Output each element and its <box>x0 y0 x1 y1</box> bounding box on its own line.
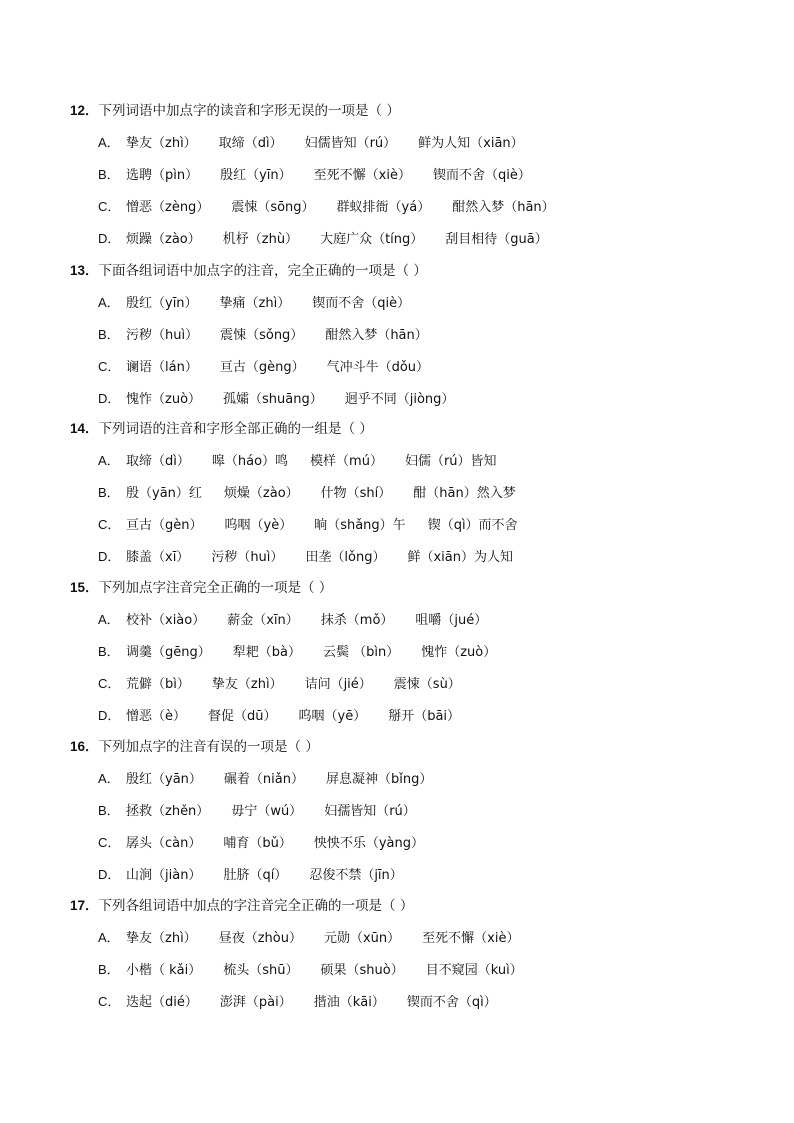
option-item: 迥乎不同（jiòng） <box>344 392 455 407</box>
option-item: 忍俊不禁（jīn） <box>309 868 403 883</box>
option-d <box>70 383 754 415</box>
option-item: 妇孺皆知（rú） <box>324 804 416 819</box>
option-item: 震悚（sǒng） <box>220 328 304 343</box>
option-letter: C． <box>98 994 121 1009</box>
option-item: 大庭广众（tíng） <box>320 232 424 247</box>
option-item: 梳头（shū） <box>223 963 299 978</box>
option-letter: C． <box>98 359 121 374</box>
option-a <box>70 287 754 319</box>
option-item: 督促（dū） <box>208 709 277 724</box>
option-item: 挚友（zhì） <box>126 136 197 151</box>
option-d <box>70 859 754 891</box>
option-item: 震悚（sù） <box>393 677 461 692</box>
option-item: 荒僻（bì） <box>126 677 190 692</box>
option-item: 肚脐（qí） <box>223 868 288 883</box>
option-letter: D． <box>98 867 121 882</box>
question-text: 下列加点字的注音有误的一项是（ ） <box>98 739 319 755</box>
option-item: 孱头（càn） <box>126 836 202 851</box>
option-d <box>70 223 754 255</box>
option-item: 嗥（háo）鸣 <box>211 454 289 469</box>
option-b <box>70 636 754 668</box>
option-item: 硕果（shuò） <box>320 963 404 978</box>
option-letter: C． <box>98 676 121 691</box>
option-letter: D． <box>98 708 121 723</box>
option-letter: A． <box>98 295 120 310</box>
option-c <box>70 509 754 541</box>
option-item: 屏息凝神（bǐng） <box>325 772 433 787</box>
option-item: 谰语（lán） <box>126 360 198 375</box>
question-number: 13． <box>70 263 99 278</box>
option-b <box>70 159 754 191</box>
option-a <box>70 445 754 477</box>
option-item: 掰开（bāi） <box>388 709 461 724</box>
option-letter: D． <box>98 231 121 246</box>
option-item: 诘问（jié） <box>304 677 372 692</box>
option-item: 呜咽（yè） <box>224 518 293 533</box>
option-item: 酣（hān）然入梦 <box>413 486 516 501</box>
option-item: 犁耙（bà） <box>232 645 301 660</box>
option-item: 至死不懈（xiè） <box>313 168 411 183</box>
option-item: 殷红（yān） <box>126 772 202 787</box>
option-letter: B． <box>98 485 120 500</box>
option-item: 刮目相待（guā） <box>445 232 548 247</box>
option-a <box>70 922 754 954</box>
option-item: 气冲斗牛（dǒu） <box>326 360 430 375</box>
option-item: 什物（shí） <box>320 486 392 501</box>
question-14 <box>70 413 754 573</box>
option-letter: B． <box>98 644 120 659</box>
option-letter: C． <box>98 199 121 214</box>
question-number: 16． <box>70 739 99 754</box>
option-item: 取缔（dì） <box>126 454 190 469</box>
option-item: 怏怏不乐（yàng） <box>313 836 425 851</box>
option-c <box>70 191 754 223</box>
option-letter: D． <box>98 549 121 564</box>
option-b <box>70 319 754 351</box>
option-c <box>70 986 754 1018</box>
option-item: 锲而不舍（qiè） <box>312 296 411 311</box>
option-item: 污秽（huì） <box>126 328 199 343</box>
option-item: 拯救（zhěn） <box>126 804 210 819</box>
option-item: 取缔（dì） <box>218 136 283 151</box>
option-item: 昼夜（zhòu） <box>218 931 302 946</box>
question-13 <box>70 255 754 415</box>
option-item: 小楷（ kǎi） <box>126 963 202 978</box>
option-item: 挚痛（zhì） <box>219 296 291 311</box>
option-item: 愧怍（zuò） <box>421 645 497 660</box>
option-item: 碾着（niǎn） <box>223 772 304 787</box>
option-item: 亘古（gèn） <box>126 518 203 533</box>
option-letter: A． <box>98 771 120 786</box>
question-number: 17． <box>70 898 99 913</box>
option-a <box>70 127 754 159</box>
option-item: 云鬓 （bìn） <box>322 645 400 660</box>
option-item: 迭起（dié） <box>126 995 198 1010</box>
option-item: 抹杀（mǒ） <box>320 613 394 628</box>
option-item: 妇儒（rú）皆知 <box>404 454 497 469</box>
question-17 <box>70 890 754 1018</box>
option-item: 咀嚼（jué） <box>415 613 488 628</box>
option-letter: C． <box>98 835 121 850</box>
option-letter: B． <box>98 803 120 818</box>
option-a <box>70 763 754 795</box>
option-c <box>70 351 754 383</box>
question-number: 12． <box>70 103 99 118</box>
option-letter: D． <box>98 391 121 406</box>
option-item: 膝盖（xī） <box>126 550 190 565</box>
option-item: 机杼（zhù） <box>222 232 299 247</box>
option-item: 挚友（zhì） <box>126 931 197 946</box>
option-item: 模样（mú） <box>310 454 383 469</box>
option-item: 调羹（gēng） <box>126 645 211 660</box>
option-item: 愧怍（zuò） <box>126 392 202 407</box>
option-item: 群蚁排衙（yá） <box>336 200 431 215</box>
option-item: 污秽（huì） <box>211 550 284 565</box>
question-text: 下面各组词语中加点字的注音，完全正确的一项是（ ） <box>98 263 427 279</box>
question-15 <box>70 572 754 732</box>
option-letter: B． <box>98 327 120 342</box>
option-item: 鲜（xiān）为人知 <box>407 550 513 565</box>
option-item: 亘古（gèng） <box>219 360 305 375</box>
option-letter: B． <box>98 167 120 182</box>
option-item: 挚友（zhì） <box>211 677 283 692</box>
option-b <box>70 477 754 509</box>
option-item: 妇儒皆知（rú） <box>304 136 397 151</box>
question-text: 下列各组词语中加点的字注音完全正确的一项是（ ） <box>98 898 414 914</box>
option-d <box>70 541 754 573</box>
option-item: 晌（shǎng）午 <box>314 518 406 533</box>
option-item: 殷红（yīn） <box>126 296 198 311</box>
option-item: 锲而不舍（qì） <box>406 995 497 1010</box>
option-item: 酣然入梦（hān） <box>325 328 428 343</box>
option-letter: A． <box>98 135 120 150</box>
option-letter: C． <box>98 517 121 532</box>
question-stem <box>70 95 754 127</box>
option-item: 呜咽（yē） <box>298 709 367 724</box>
question-stem <box>70 413 754 445</box>
option-a <box>70 604 754 636</box>
question-text: 下列加点字注音完全正确的一项是（ ） <box>98 580 333 596</box>
question-number: 15． <box>70 580 99 595</box>
option-letter: A． <box>98 612 120 627</box>
option-item: 烦躁（zào） <box>126 232 201 247</box>
option-item: 孤孀（shuāng） <box>223 392 323 407</box>
option-item: 哺育（bǔ） <box>223 836 292 851</box>
option-letter: B． <box>98 962 120 977</box>
question-text: 下列词语中加点字的读音和字形无误的一项是（ ） <box>98 103 400 119</box>
question-text: 下列词语的注音和字形全部正确的一组是（ ） <box>98 421 373 437</box>
option-item: 田垄（lǒng） <box>305 550 386 565</box>
option-item: 锲（qì）而不舍 <box>427 518 518 533</box>
option-item: 酣然入梦（hān） <box>452 200 555 215</box>
option-item: 薪金（xīn） <box>227 613 299 628</box>
question-number: 14． <box>70 421 99 436</box>
option-item: 烦燥（zào） <box>223 486 299 501</box>
question-stem <box>70 572 754 604</box>
question-12 <box>70 95 754 255</box>
question-stem <box>70 890 754 922</box>
option-letter: A． <box>98 453 120 468</box>
option-b <box>70 954 754 986</box>
option-item: 选聘（pìn） <box>126 168 199 183</box>
option-item: 震悚（sōng） <box>231 200 315 215</box>
option-c <box>70 668 754 700</box>
option-item: 憎恶（zèng） <box>126 200 210 215</box>
option-c <box>70 827 754 859</box>
option-item: 毋宁（wú） <box>231 804 303 819</box>
option-item: 鲜为人知（xiān） <box>418 136 524 151</box>
option-item: 澎湃（pài） <box>219 995 292 1010</box>
option-letter: A． <box>98 930 120 945</box>
option-b <box>70 795 754 827</box>
question-stem <box>70 731 754 763</box>
option-item: 山涧（jiàn） <box>126 868 202 883</box>
option-item: 校补（xiào） <box>126 613 206 628</box>
option-item: 殷（yān）红 <box>126 486 202 501</box>
option-item: 至死不懈（xiè） <box>422 931 520 946</box>
option-d <box>70 700 754 732</box>
option-item: 元勋（xūn） <box>323 931 401 946</box>
question-16 <box>70 731 754 891</box>
option-item: 殷红（yīn） <box>220 168 292 183</box>
option-item: 目不窥园（kuì） <box>425 963 523 978</box>
option-item: 憎恶（è） <box>126 709 186 724</box>
option-item: 锲而不舍（qiè） <box>432 168 531 183</box>
option-item: 揩油（kāi） <box>313 995 385 1010</box>
question-stem <box>70 255 754 287</box>
